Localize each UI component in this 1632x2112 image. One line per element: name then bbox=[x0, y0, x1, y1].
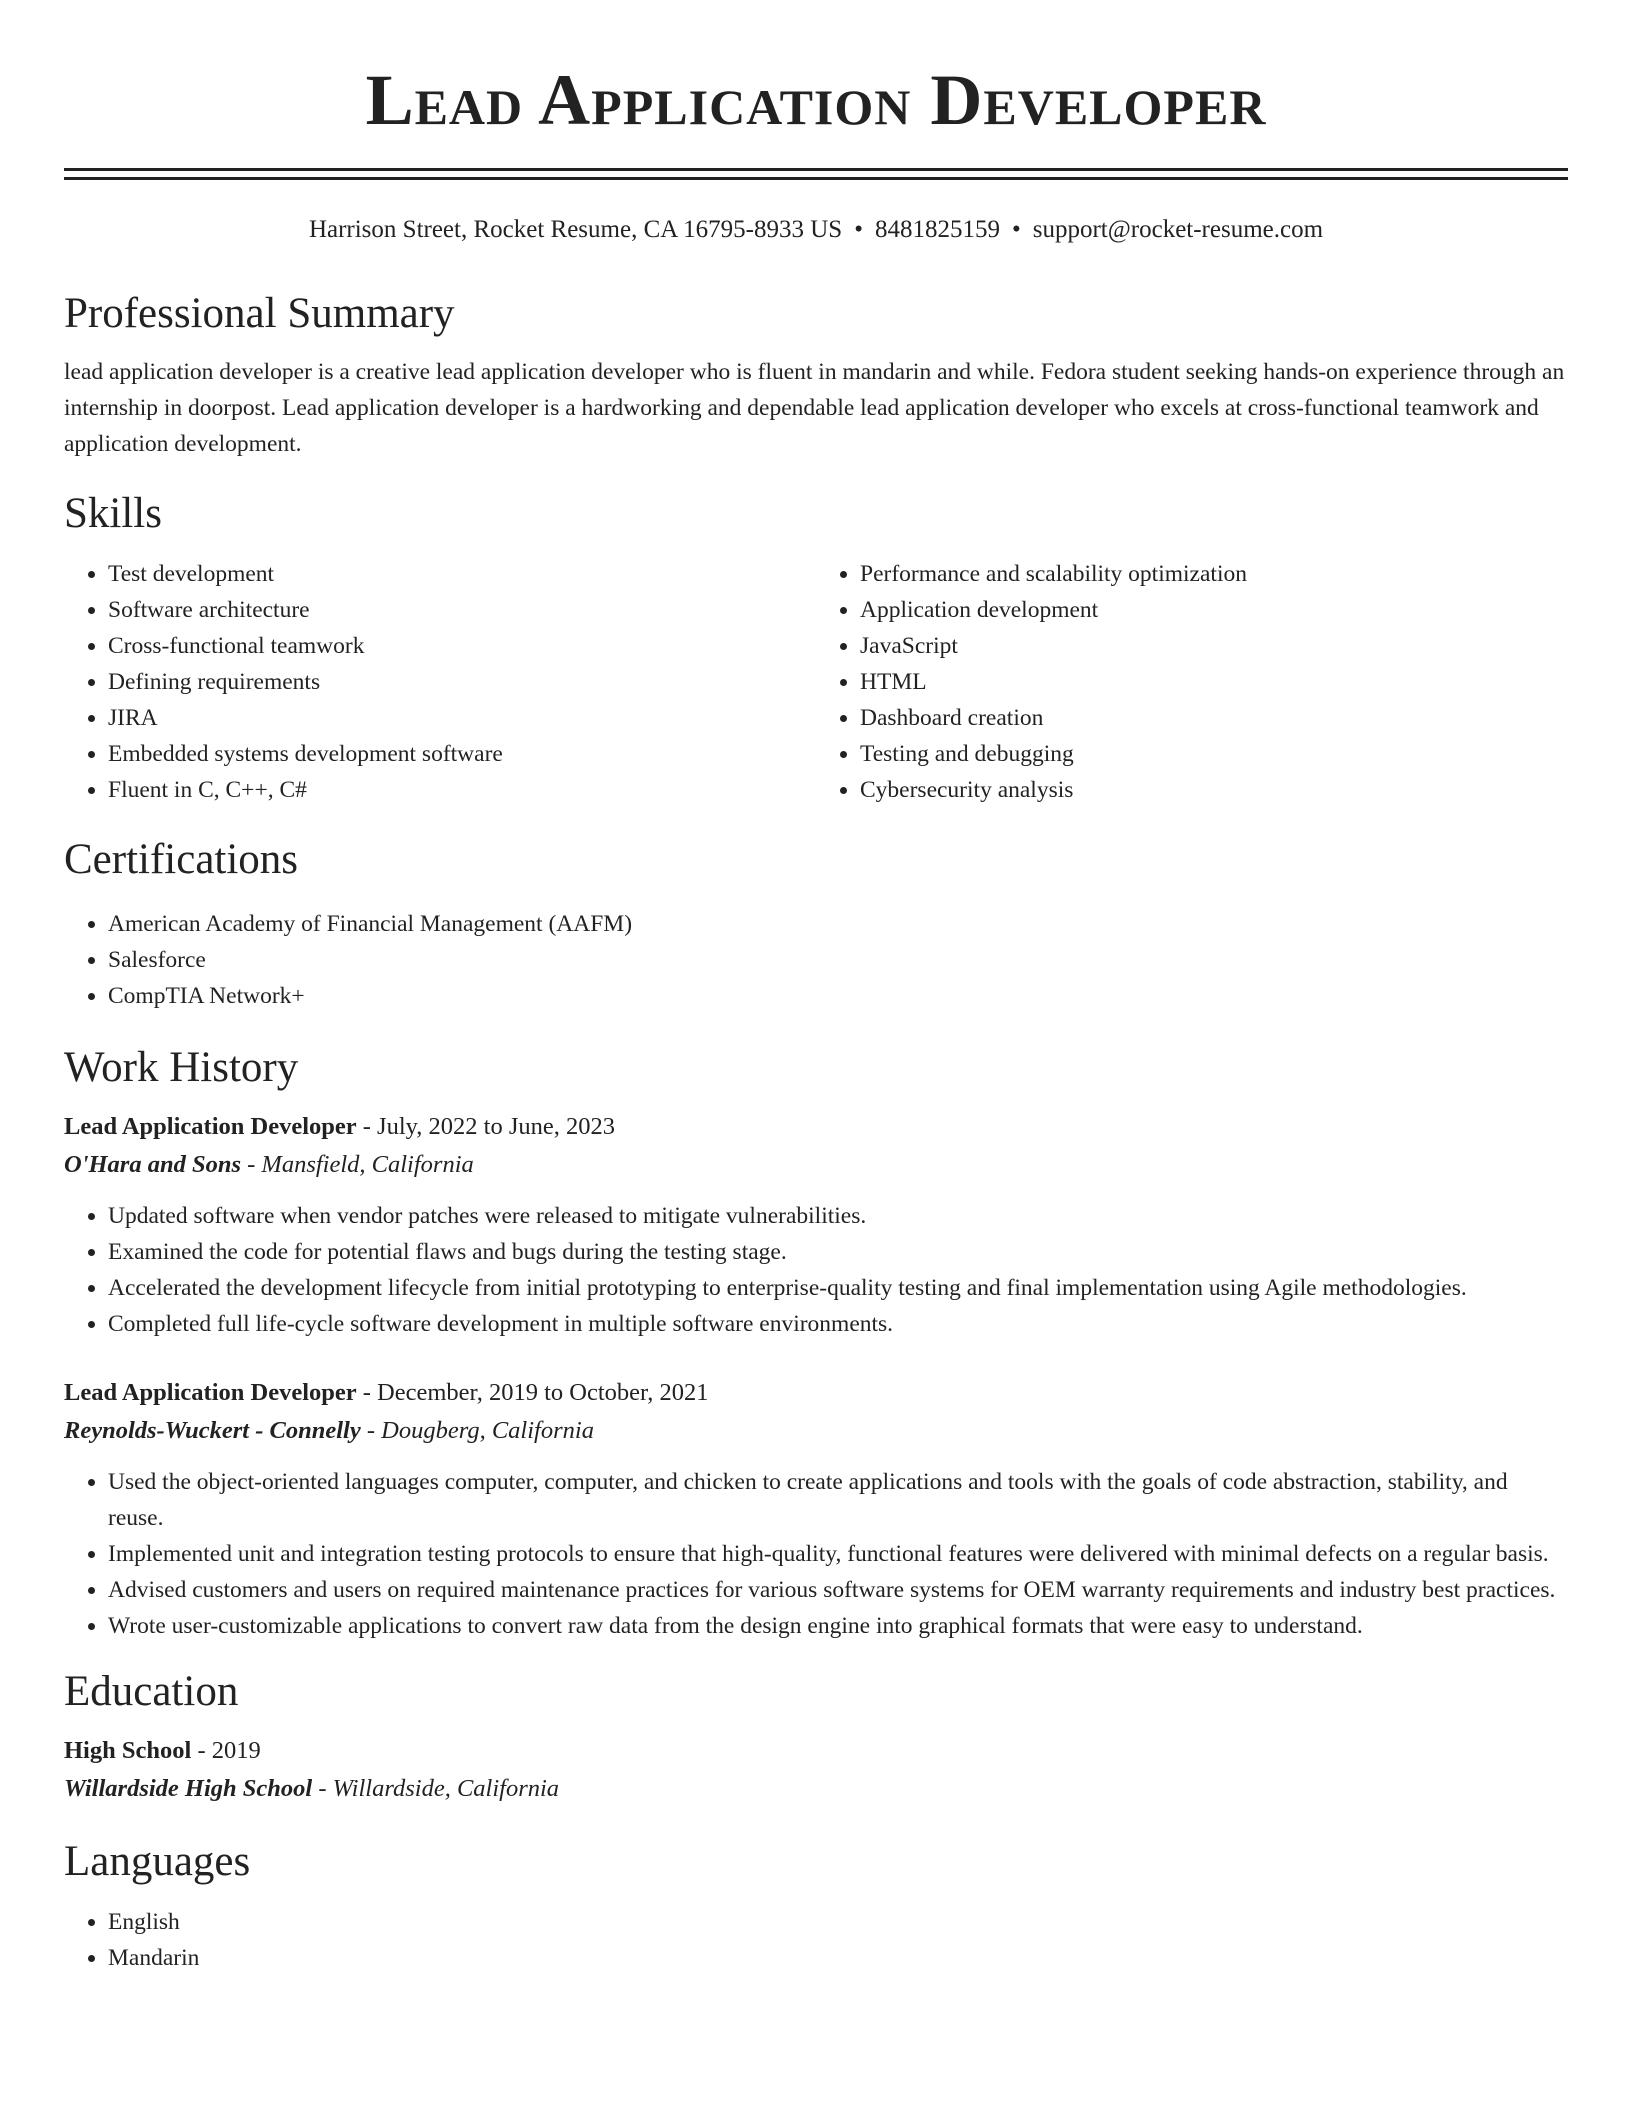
company-line bbox=[64, 1412, 1568, 1450]
list-item: • Application development bbox=[860, 592, 1568, 628]
job-entry bbox=[64, 1374, 1568, 1644]
graduation-year: - 2019 bbox=[191, 1737, 261, 1764]
skills-columns bbox=[64, 556, 1568, 808]
contact-email[interactable]: support@rocket-resume.com bbox=[1032, 216, 1324, 243]
job-dates: - December, 2019 to October, 2021 bbox=[356, 1379, 709, 1406]
list-item: • CompTIA Network+ bbox=[108, 978, 1568, 1014]
languages-list bbox=[64, 1904, 1568, 1976]
languages-heading: Languages bbox=[64, 1838, 251, 1885]
skills-heading: Skills bbox=[64, 490, 162, 537]
job-title-line bbox=[64, 1108, 1568, 1146]
list-item: • Software architecture bbox=[108, 592, 816, 628]
list-item: • Salesforce bbox=[108, 942, 1568, 978]
school-name: Willardside High School bbox=[64, 1775, 313, 1802]
list-item: • Implemented unit and integration testing protocols to ensure that high-quality, functional features were delivered with minimal defects on a regular basis. bbox=[108, 1536, 1568, 1572]
company-name: O'Hara and Sons bbox=[64, 1151, 242, 1178]
list-item: • Used the object-oriented languages computer, computer, and chicken to create applications and tools with the goals of code abstraction, stability, and reuse. bbox=[108, 1464, 1568, 1536]
education-heading: Education bbox=[64, 1668, 239, 1715]
job-bullets bbox=[64, 1464, 1568, 1644]
list-item: • Mandarin bbox=[108, 1940, 1568, 1976]
list-item: • HTML bbox=[860, 664, 1568, 700]
job-title: Lead Application Developer bbox=[64, 1379, 357, 1406]
list-item: • JavaScript bbox=[860, 628, 1568, 664]
list-item: • Wrote user-customizable applications to convert raw data from the design engine into graphical formats that were easy to understand. bbox=[108, 1608, 1568, 1644]
contact-separator: • bbox=[1011, 216, 1021, 243]
list-item: • Cybersecurity analysis bbox=[860, 772, 1568, 808]
company-location: - Mansfield, California bbox=[241, 1151, 474, 1178]
list-item: • English bbox=[108, 1904, 1568, 1940]
certifications-heading: Certifications bbox=[64, 836, 299, 883]
degree: High School bbox=[64, 1737, 192, 1764]
list-item: • Test development bbox=[108, 556, 816, 592]
job-bullets bbox=[64, 1198, 1568, 1342]
list-item: • Accelerated the development lifecycle from initial prototyping to enterprise-quality testing and final implementation using Agile methodologies. bbox=[108, 1270, 1568, 1306]
summary-heading: Professional Summary bbox=[64, 290, 455, 337]
contact-phone: 8481825159 bbox=[874, 216, 1000, 243]
contact-separator: • bbox=[854, 216, 863, 243]
list-item: • Performance and scalability optimization bbox=[860, 556, 1568, 592]
job-entry bbox=[64, 1108, 1568, 1342]
list-item: • Updated software when vendor patches were released to mitigate vulnerabilities. bbox=[108, 1198, 1568, 1234]
company-location: - Dougberg, California bbox=[360, 1417, 594, 1444]
list-item: • Fluent in C, C++, C# bbox=[108, 772, 816, 808]
list-item: • Cross-functional teamwork bbox=[108, 628, 816, 664]
job-dates: - July, 2022 to June, 2023 bbox=[356, 1113, 616, 1140]
list-item: • Embedded systems development software bbox=[108, 736, 816, 772]
school-line bbox=[64, 1770, 1568, 1808]
list-item: • American Academy of Financial Management (AAFM) bbox=[108, 906, 1568, 942]
header-divider-top bbox=[64, 168, 1568, 171]
school-location: - Willardside, California bbox=[312, 1775, 560, 1802]
list-item: • Completed full life-cycle software development in multiple software environments. bbox=[108, 1306, 1568, 1342]
job-title: Lead Application Developer bbox=[64, 1113, 357, 1140]
contact-line bbox=[64, 214, 1568, 246]
certifications-list bbox=[64, 906, 1568, 1014]
education-entry bbox=[64, 1732, 1568, 1808]
header-divider-bottom bbox=[64, 177, 1568, 180]
skills-list-left bbox=[64, 556, 816, 808]
list-item: • Advised customers and users on required maintenance practices for various software systems for OEM warranty requirements and industry best practices. bbox=[108, 1572, 1568, 1608]
list-item: • Defining requirements bbox=[108, 664, 816, 700]
contact-address: Harrison Street, Rocket Resume, CA 16795-8933 US bbox=[308, 216, 843, 243]
work-history-heading: Work History bbox=[64, 1044, 299, 1091]
list-item: • Examined the code for potential flaws and bugs during the testing stage. bbox=[108, 1234, 1568, 1270]
company-line bbox=[64, 1146, 1568, 1184]
list-item: • JIRA bbox=[108, 700, 816, 736]
resume-title: Lead Application Developer bbox=[365, 60, 1267, 140]
summary-text: lead application developer is a creative lead application developer who is fluent in mandarin and while. Fedora student seeking hands-on experience through an internship in doorpost. Lead application developer is a hardworking and dependable lead application developer who excels at cross-functional teamwork and application development. bbox=[64, 359, 1565, 457]
degree-line bbox=[64, 1732, 1568, 1770]
list-item: • Dashboard creation bbox=[860, 700, 1568, 736]
company-name: Reynolds-Wuckert - Connelly bbox=[64, 1417, 361, 1444]
skills-list-right bbox=[816, 556, 1568, 808]
job-title-line bbox=[64, 1374, 1568, 1412]
list-item: • Testing and debugging bbox=[860, 736, 1568, 772]
